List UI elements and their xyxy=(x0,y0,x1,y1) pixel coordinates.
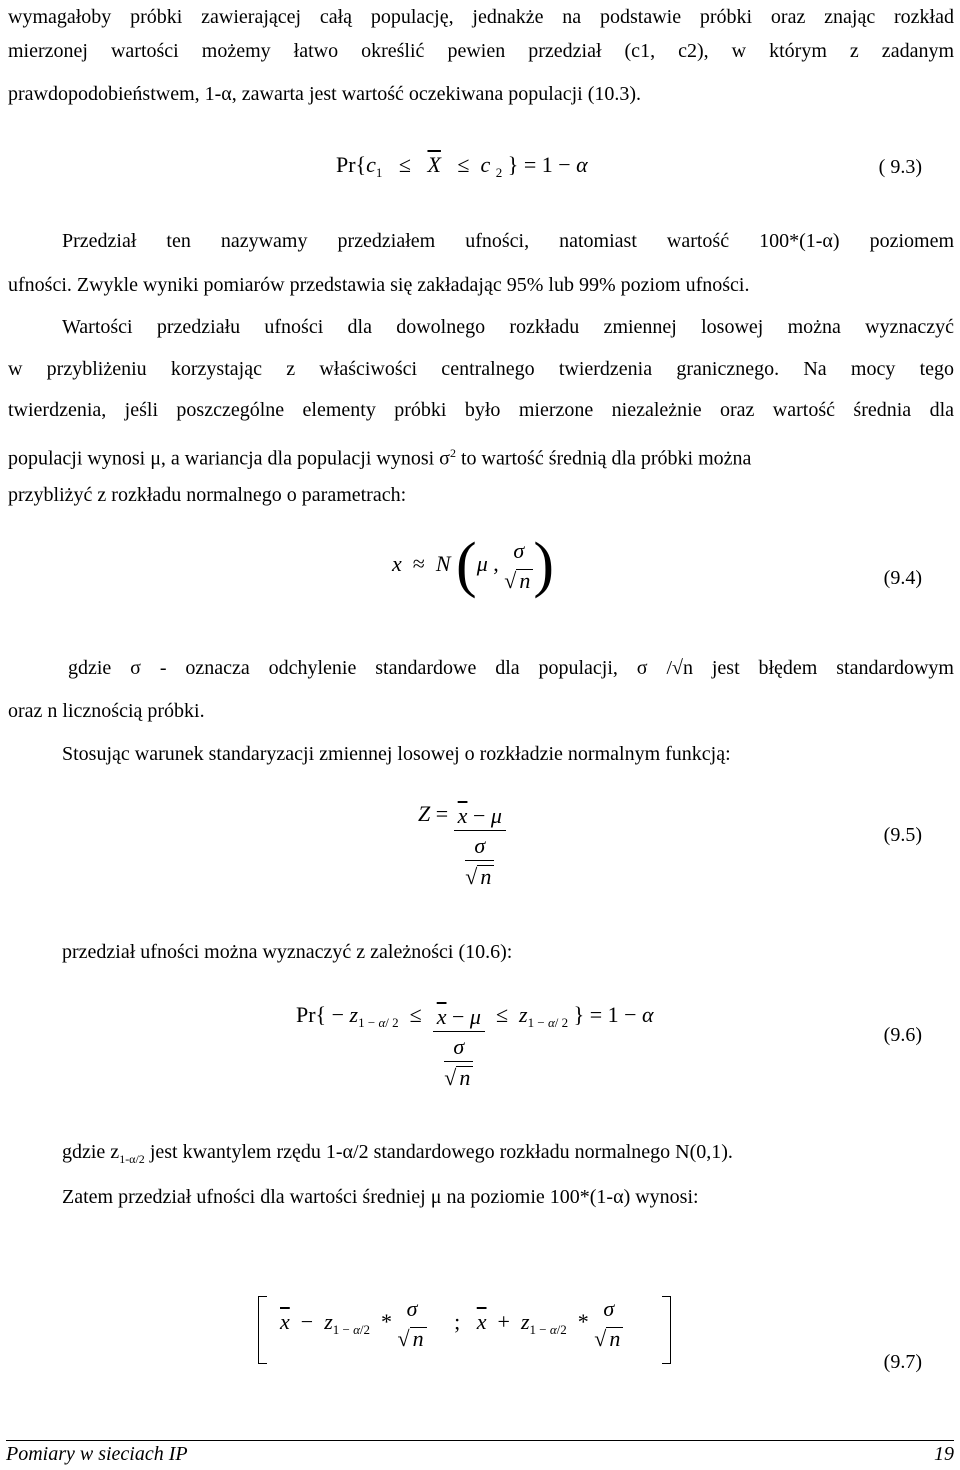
equation-9-5: Z = $\frac{\overline{x} - \mu}{\frac{\sigma}{√ n}}$ xyxy=(418,803,506,888)
text-line: prawdopodobieństwem, 1-α, zawarta jest wartość oczekiwana populacji (10.3). xyxy=(8,83,642,105)
equation-number: ( 9.3) xyxy=(878,156,922,178)
text-line: populacji wynosi μ, a wariancja dla populacji wynosi $\sigma^2$ to wartość średnią dla próbki można xyxy=(8,446,752,470)
text-line: przedział ufności można wyznaczyć z zależności (10.6): xyxy=(62,941,513,963)
equation-9-6: $Pr\{ - z_{1 - \alpha/ 2}$ ≤ $\frac{\overline{x} - \mu}{\frac{\sigma}{√ n}}$ ≤ $z_{1 - \alpha/ 2}$ } = 1 − α xyxy=(296,1002,654,1090)
equation-9-4: x ≈ N (μ , σ √ n ) xyxy=(392,531,554,600)
text-line: przybliżyć z rozkładu normalnego o parametrach: xyxy=(8,484,407,506)
page-number: 19 xyxy=(934,1443,954,1465)
text-line: Przedział ten nazywamy przedziałem ufności, natomiast wartość 100*(1-α) poziomem xyxy=(62,230,954,252)
text-line: mierzonej wartości możemy łatwo określić pewien przedział (c1, c2), w którym z zadanym xyxy=(8,40,954,62)
text-line: twierdzenia, jeśli poszczególne elementy próbki było mierzone niezależnie oraz wartość średnia dla xyxy=(8,399,954,421)
left-bracket xyxy=(258,1296,267,1364)
text-line: Stosując warunek standaryzacji zmiennej losowej o rozkładzie normalnym funkcją: xyxy=(62,743,731,765)
text-line: gdzie $z_{1-\alpha/2}$ jest kwantylem rzędu 1-α/2 standardowego rozkładu normalnego N(0,1). xyxy=(62,1141,733,1166)
text-line: gdzie σ - oznacza odchylenie standardowe dla populacji, σ /√n jest błędem standardowym xyxy=(68,657,954,679)
footer-title: Pomiary w sieciach IP xyxy=(6,1443,188,1465)
equation-number: (9.7) xyxy=(883,1351,922,1373)
equation-9-3: $Pr\{c_1 \le \overline{X} \le c$ $_2$ } = 1 − α xyxy=(336,152,588,180)
equation-number: (9.4) xyxy=(883,567,922,589)
page-footer xyxy=(6,1440,954,1466)
text-line: wymagałoby próbki zawierającej całą populację, jednakże na podstawie próbki oraz znając rozkład xyxy=(8,6,954,28)
text-line: Wartości przedziału ufności dla dowolnego rozkładu zmiennej losowej można wyznaczyć xyxy=(62,316,954,338)
text-line: w przybliżeniu korzystając z właściwości centralnego twierdzenia granicznego. Na mocy tego xyxy=(8,358,954,380)
text-line: ufności. Zwykle wyniki pomiarów przedstawia się zakładając 95% lub 99% poziom ufności. xyxy=(8,274,750,296)
equation-number: (9.5) xyxy=(883,824,922,846)
text-line: Zatem przedział ufności dla wartości średniej μ na poziomie 100*(1-α) wynosi: xyxy=(62,1186,699,1208)
equation-9-7: $\overline{x} - z_{1 - \alpha/2}$ * σ √ n ; $\overline{x} + z_{1 - \alpha/2}$ * σ √ n xyxy=(280,1298,623,1350)
text-line: oraz n licznością próbki. xyxy=(8,700,205,722)
right-bracket xyxy=(662,1296,671,1364)
equation-number: (9.6) xyxy=(883,1024,922,1046)
